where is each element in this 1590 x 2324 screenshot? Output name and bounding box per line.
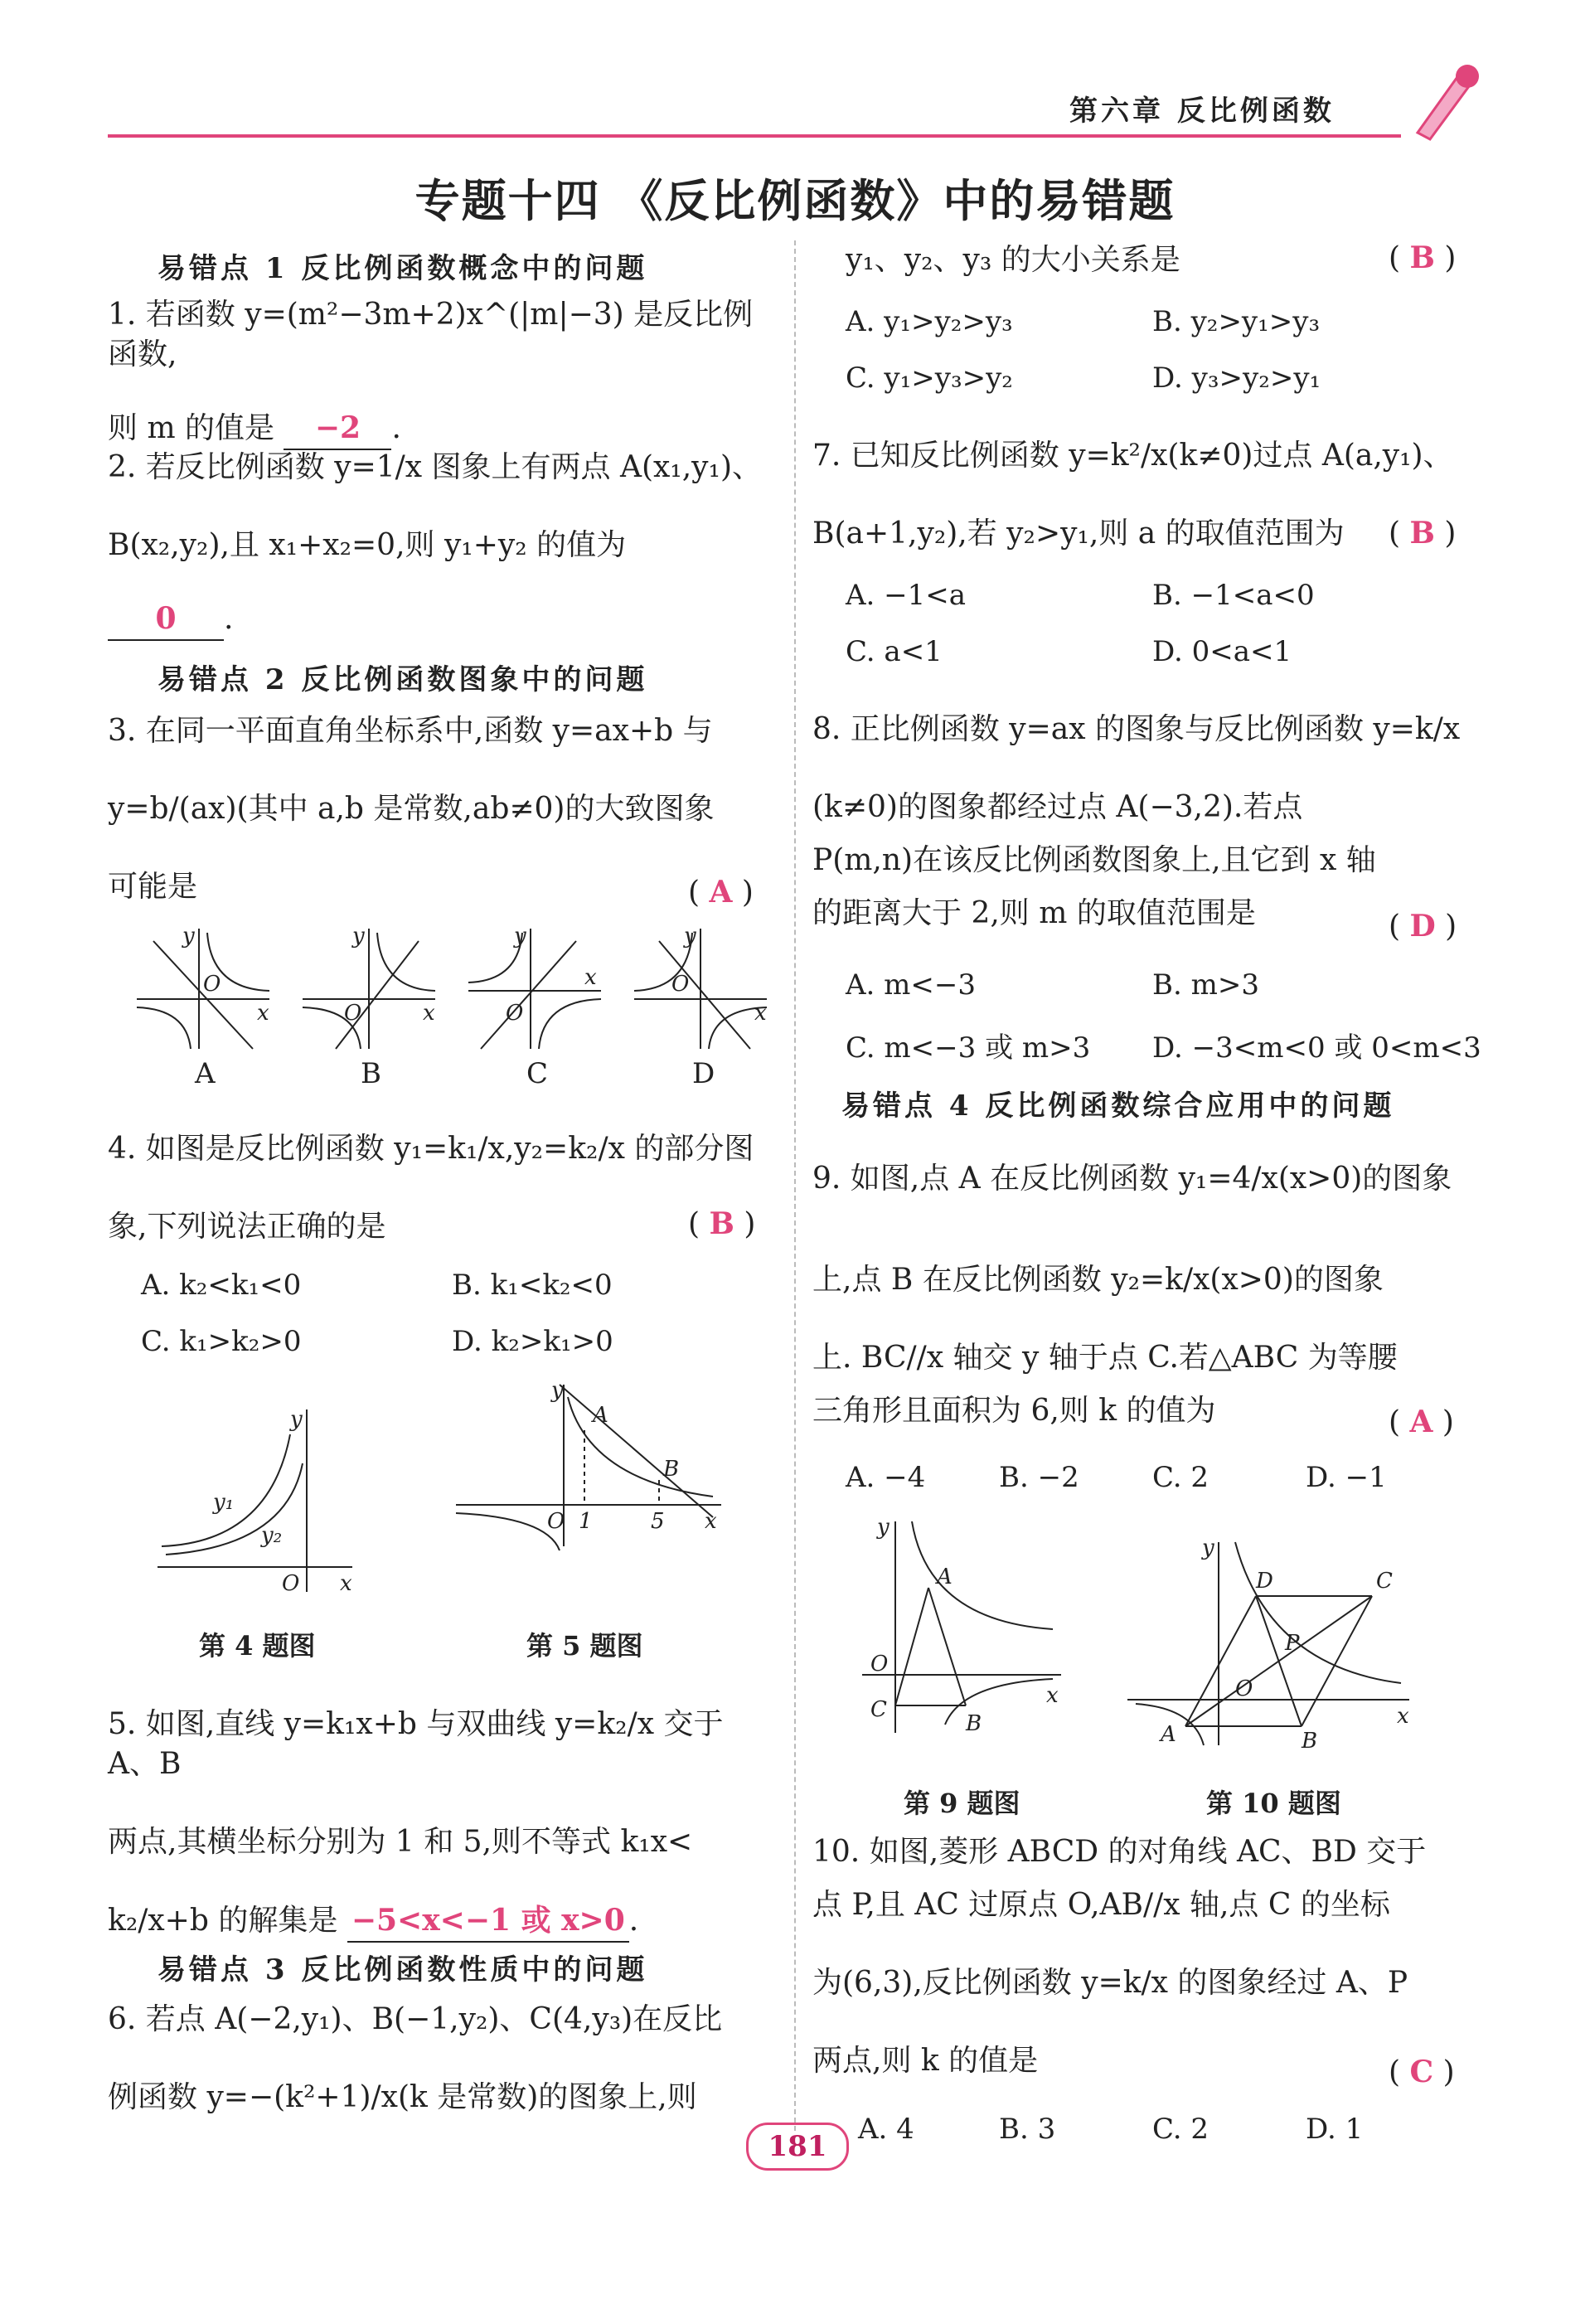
q3-answer-paren: ( A ) (688, 875, 754, 910)
q4-option-d: D. k₂>k₁>0 (452, 1325, 613, 1358)
fig9-a-label: A (937, 1565, 953, 1589)
fig5-graph (456, 1380, 730, 1555)
q7-line1: 7. 已知反比例函数 y=k²/x(k≠0)过点 A(a,y₁)、 (812, 439, 1453, 473)
question-1: 1. 若函数 y=(m²−3m+2)x^(|m|−3) 是反比例函数, 则 m 的值是 −2 . (108, 295, 771, 450)
q6-option-a: A. y₁>y₂>y₃ (846, 305, 1013, 338)
q8-answer-paren: ( D ) (1389, 909, 1457, 944)
q8-option-d: D. −3<m<0 或 0<m<3 (1152, 1031, 1481, 1065)
q1-line2: 则 m 的值是 (108, 411, 275, 445)
q3c-o-label: O (506, 1001, 524, 1026)
question-3 (108, 711, 771, 907)
q9-line4: 三角形且面积为 6,则 k 的值为 (812, 1394, 1216, 1428)
fig10-b-label: B (1302, 1729, 1318, 1754)
fig10-a-label: A (1161, 1722, 1176, 1747)
chapter-header: 第六章 反比例函数 (1069, 95, 1335, 128)
q8-line2: (k≠0)的图象都经过点 A(−3,2).若点 (812, 790, 1303, 824)
fig4-y-label: y (290, 1407, 303, 1432)
fig5-5-label: 5 (651, 1509, 665, 1534)
question-10 (812, 1832, 1476, 2081)
q8-answer: D (1409, 909, 1436, 944)
q9-option-d: D. −1 (1306, 1461, 1387, 1494)
fig9-b-label: B (966, 1711, 982, 1736)
q6-option-b: B. y₂>y₁>y₃ (1152, 305, 1321, 338)
q4-answer-paren: ( B ) (688, 1206, 756, 1241)
section-3-label: 易错点 3 反比例函数性质中的问题 (158, 1953, 648, 1987)
q3-option-b: B (361, 1057, 381, 1090)
column-divider (794, 240, 796, 2131)
q6-line1: 6. 若点 A(−2,y₁)、B(−1,y₂)、C(4,y₃)在反比 (108, 2002, 723, 2036)
q10-answer-paren: ( C ) (1389, 2055, 1455, 2089)
q3d-y-label: y (684, 924, 696, 949)
q10-option-a: A. 4 (858, 2113, 914, 2146)
q3d-x-label: x (754, 1001, 767, 1026)
q8-line3: P(m,n)在该反比例函数图象上,且它到 x 轴 (812, 843, 1376, 877)
fig4-caption: 第 4 题图 (199, 1630, 316, 1662)
q10-answer: C (1409, 2055, 1434, 2089)
fig4-o-label: O (282, 1571, 300, 1596)
q6-line2: 例函数 y=−(k²+1)/x(k 是常数)的图象上,则 (108, 2080, 697, 2114)
q5-line3: k₂/x+b 的解集是 (108, 1904, 338, 1938)
q7-line2: B(a+1,y₂),若 y₂>y₁,则 a 的取值范围为 (812, 517, 1345, 551)
q3-graph-a (137, 924, 278, 1057)
q9-answer: A (1409, 1405, 1433, 1439)
q6-option-d: D. y₃>y₂>y₁ (1152, 361, 1321, 395)
q3a-x-label: x (257, 1001, 269, 1026)
fig10-d-label: D (1256, 1569, 1273, 1594)
q9-line1: 9. 如图,点 A 在反比例函数 y₁=4/x(x>0)的图象 (812, 1162, 1452, 1196)
q10-line4: 两点,则 k 的值是 (812, 2044, 1039, 2078)
q10-line3: 为(6,3),反比例函数 y=k/x 的图象经过 A、P (812, 1966, 1408, 2000)
q4-option-c: C. k₁>k₂>0 (141, 1325, 302, 1358)
q5-line1: 5. 如图,直线 y=k₁x+b 与双曲线 y=k₂/x 交于 A、B (108, 1707, 724, 1781)
q5-answer: −5<x<−1 或 x>0 (351, 1903, 625, 1938)
q3-line3: 可能是 (108, 870, 198, 904)
fig10-graph (1127, 1534, 1426, 1754)
fig9-c-label: C (870, 1697, 887, 1722)
q10-option-c: C. 2 (1152, 2113, 1209, 2146)
q3a-o-label: O (203, 972, 221, 997)
pencil-decoration-icon (1409, 58, 1484, 141)
q9-answer-paren: ( A ) (1389, 1405, 1454, 1439)
question-5: 5. 如图,直线 y=k₁x+b 与双曲线 y=k₂/x 交于 A、B 两点,其横坐标分别为 1 和 5,则不等式 k₁x< k₂/x+b 的解集是 −5<x<−1 或 x>0 . (108, 1705, 771, 1943)
fig10-x-label: x (1397, 1704, 1409, 1729)
q7-answer: B (1409, 516, 1435, 551)
fig9-o-label: O (870, 1652, 889, 1676)
fig5-y-label: y (551, 1378, 564, 1403)
fig9-y-label: y (877, 1515, 890, 1540)
q3c-y-label: y (514, 924, 526, 949)
q3-option-d: D (692, 1057, 715, 1090)
header-rule (108, 134, 1401, 138)
q8-option-b: B. m>3 (1152, 968, 1259, 1002)
fig10-caption: 第 10 题图 (1206, 1788, 1341, 1819)
q9-option-c: C. 2 (1152, 1461, 1209, 1494)
q3-line2: y=b/(ax)(其中 a,b 是常数,ab≠0)的大致图象 (108, 792, 715, 826)
fig4-y1-label: y₁ (213, 1490, 235, 1515)
q9-line3: 上. BC//x 轴交 y 轴于点 C.若△ABC 为等腰 (812, 1341, 1398, 1375)
page-number: 181 (746, 2123, 849, 2171)
q9-option-a: A. −4 (846, 1461, 926, 1494)
q4-option-b: B. k₁<k₂<0 (452, 1269, 613, 1302)
section-4-label: 易错点 4 反比例函数综合应用中的问题 (841, 1089, 1395, 1123)
q6-option-c: C. y₁>y₃>y₂ (846, 361, 1013, 395)
q3-graph-b (303, 924, 444, 1057)
section-2-label: 易错点 2 反比例函数图象中的问题 (158, 663, 648, 696)
q3-graph-c (468, 924, 609, 1057)
q7-answer-paren: ( B ) (1389, 516, 1457, 551)
fig10-o-label: O (1235, 1676, 1253, 1701)
q6-answer-paren: ( B ) (1389, 240, 1457, 275)
q3d-o-label: O (671, 972, 690, 997)
fig9-graph (862, 1513, 1069, 1737)
q8-option-c: C. m<−3 或 m>3 (846, 1031, 1091, 1065)
q8-line4: 的距离大于 2,则 m 的取值范围是 (812, 896, 1256, 930)
q5-line2: 两点,其横坐标分别为 1 和 5,则不等式 k₁x< (108, 1825, 693, 1859)
question-7 (812, 436, 1476, 554)
fig10-p-label: P (1285, 1631, 1300, 1656)
q4-answer: B (709, 1206, 734, 1241)
q3b-x-label: x (423, 1001, 435, 1026)
q2-answer: 0 (155, 601, 177, 636)
section-1-label: 易错点 1 反比例函数概念中的问题 (158, 252, 648, 285)
fig5-o-label: O (547, 1509, 565, 1534)
q4-line1: 4. 如图是反比例函数 y₁=k₁/x,y₂=k₂/x 的部分图 (108, 1132, 754, 1166)
fig5-a-label: A (593, 1403, 608, 1428)
question-4 (108, 1129, 771, 1247)
fig10-y-label: y (1202, 1536, 1214, 1560)
q3-option-a: A (195, 1057, 216, 1090)
q4-option-a: A. k₂<k₁<0 (141, 1269, 302, 1302)
q10-line2: 点 P,且 AC 过原点 O,AB//x 轴,点 C 的坐标 (812, 1888, 1390, 1922)
q7-option-c: C. a<1 (846, 635, 943, 668)
q3b-y-label: y (352, 924, 365, 949)
q3c-x-label: x (584, 965, 597, 990)
fig4-y2-label: y₂ (261, 1523, 283, 1548)
q1-line1: 1. 若函数 y=(m²−3m+2)x^(|m|−3) 是反比例函数, (108, 298, 754, 371)
q10-option-b: B. 3 (999, 2113, 1056, 2146)
q3-option-c: C (526, 1057, 549, 1090)
q3-answer: A (709, 875, 733, 910)
q3a-y-label: y (182, 924, 195, 949)
q9-option-b: B. −2 (999, 1461, 1079, 1494)
fig9-x-label: x (1046, 1683, 1059, 1708)
question-6 (108, 2000, 771, 2118)
q4-line2: 象,下列说法正确的是 (108, 1210, 386, 1244)
q3b-o-label: O (344, 1001, 362, 1026)
q3-graph-d (634, 924, 775, 1057)
fig10-c-label: C (1376, 1569, 1393, 1594)
q7-option-d: D. 0<a<1 (1152, 635, 1292, 668)
question-2: 2. 若反比例函数 y=1/x 图象上有两点 A(x₁,y₁)、 B(x₂,y₂),且 x₁+x₂=0,则 y₁+y₂ 的值为 0 . (108, 448, 771, 641)
fig5-1-label: 1 (579, 1509, 593, 1534)
q10-line1: 10. 如图,菱形 ABCD 的对角线 AC、BD 交于 (812, 1835, 1427, 1869)
q7-option-a: A. −1<a (846, 579, 967, 612)
fig4-x-label: x (340, 1571, 352, 1596)
q1-answer: −2 (314, 410, 361, 445)
question-9 (812, 1159, 1476, 1431)
q6-answer: B (1409, 240, 1435, 275)
q10-option-d: D. 1 (1306, 2113, 1364, 2146)
page-title: 专题十四 《反比例函数》中的易错题 (414, 174, 1176, 227)
q2-line1: 2. 若反比例函数 y=1/x 图象上有两点 A(x₁,y₁)、 (108, 450, 762, 484)
fig9-caption: 第 9 题图 (904, 1788, 1020, 1819)
q7-option-b: B. −1<a<0 (1152, 579, 1315, 612)
q8-line1: 8. 正比例函数 y=ax 的图象与反比例函数 y=k/x (812, 712, 1461, 746)
fig5-x-label: x (705, 1509, 717, 1534)
question-8 (812, 710, 1476, 934)
fig4-graph (153, 1401, 369, 1608)
q6-line3: y₁、y₂、y₃ 的大小关系是 (846, 243, 1180, 277)
q2-line2: B(x₂,y₂),且 x₁+x₂=0,则 y₁+y₂ 的值为 (108, 528, 627, 562)
fig5-caption: 第 5 题图 (526, 1630, 643, 1662)
q9-line2: 上,点 B 在反比例函数 y₂=k/x(x>0)的图象 (812, 1263, 1384, 1297)
fig5-b-label: B (663, 1457, 680, 1482)
q8-option-a: A. m<−3 (846, 968, 977, 1002)
q3-line1: 3. 在同一平面直角坐标系中,函数 y=ax+b 与 (108, 714, 713, 748)
